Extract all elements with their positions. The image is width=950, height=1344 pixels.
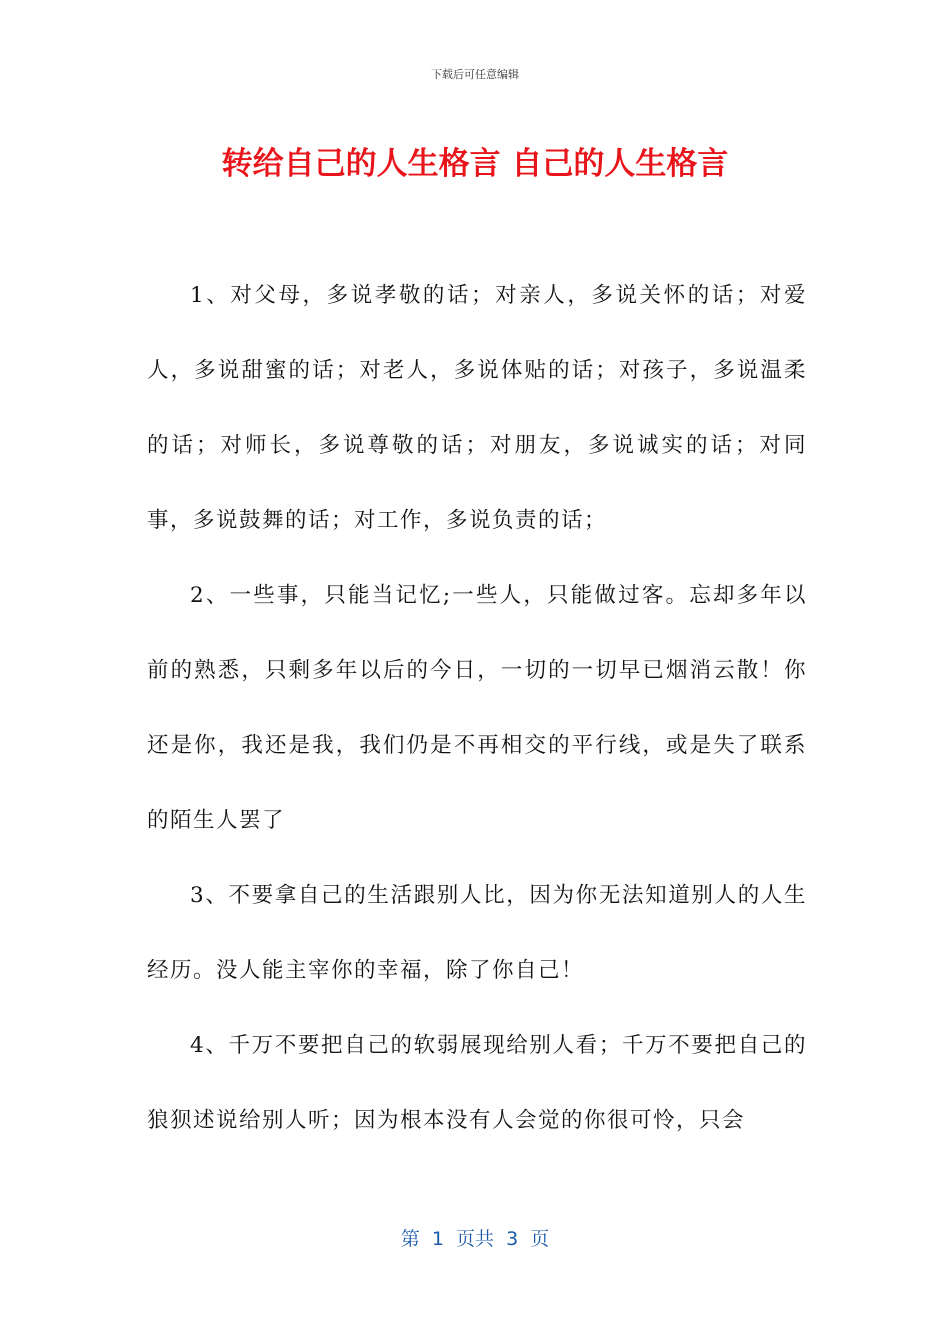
document-body [147, 258, 807, 1158]
paragraph: 3、不要拿自己的生活跟别人比，因为你无法知道别人的人生经历。没人能主宰你的幸福，除了你自己！ [147, 883, 807, 983]
paragraph: 1、对父母，多说孝敬的话；对亲人，多说关怀的话；对爱人，多说甜蜜的话；对老人，多说体贴的话；对孩子，多说温柔的话；对师长，多说尊敬的话；对朋友，多说诚实的话；对同事，多说鼓舞的话；对工作，多说负责的话； [147, 283, 807, 533]
paragraph: 2、一些事，只能当记忆;一些人，只能做过客。忘却多年以前的熟悉，只剩多年以后的今日，一切的一切早已烟消云散！你还是你，我还是我，我们仍是不再相交的平行线，或是失了联系的陌生人罢了 [147, 583, 807, 833]
paragraph: 4、千万不要把自己的软弱展现给别人看；千万不要把自己的狼狈述说给别人听；因为根本没有人会觉的你很可怜，只会 [147, 1033, 807, 1133]
header-note: 下载后可任意编辑 [431, 68, 519, 81]
document-title: 转给自己的人生格言 自己的人生格言 [221, 146, 729, 182]
page-number-footer: 第 1 页共 3 页 [400, 1228, 550, 1250]
